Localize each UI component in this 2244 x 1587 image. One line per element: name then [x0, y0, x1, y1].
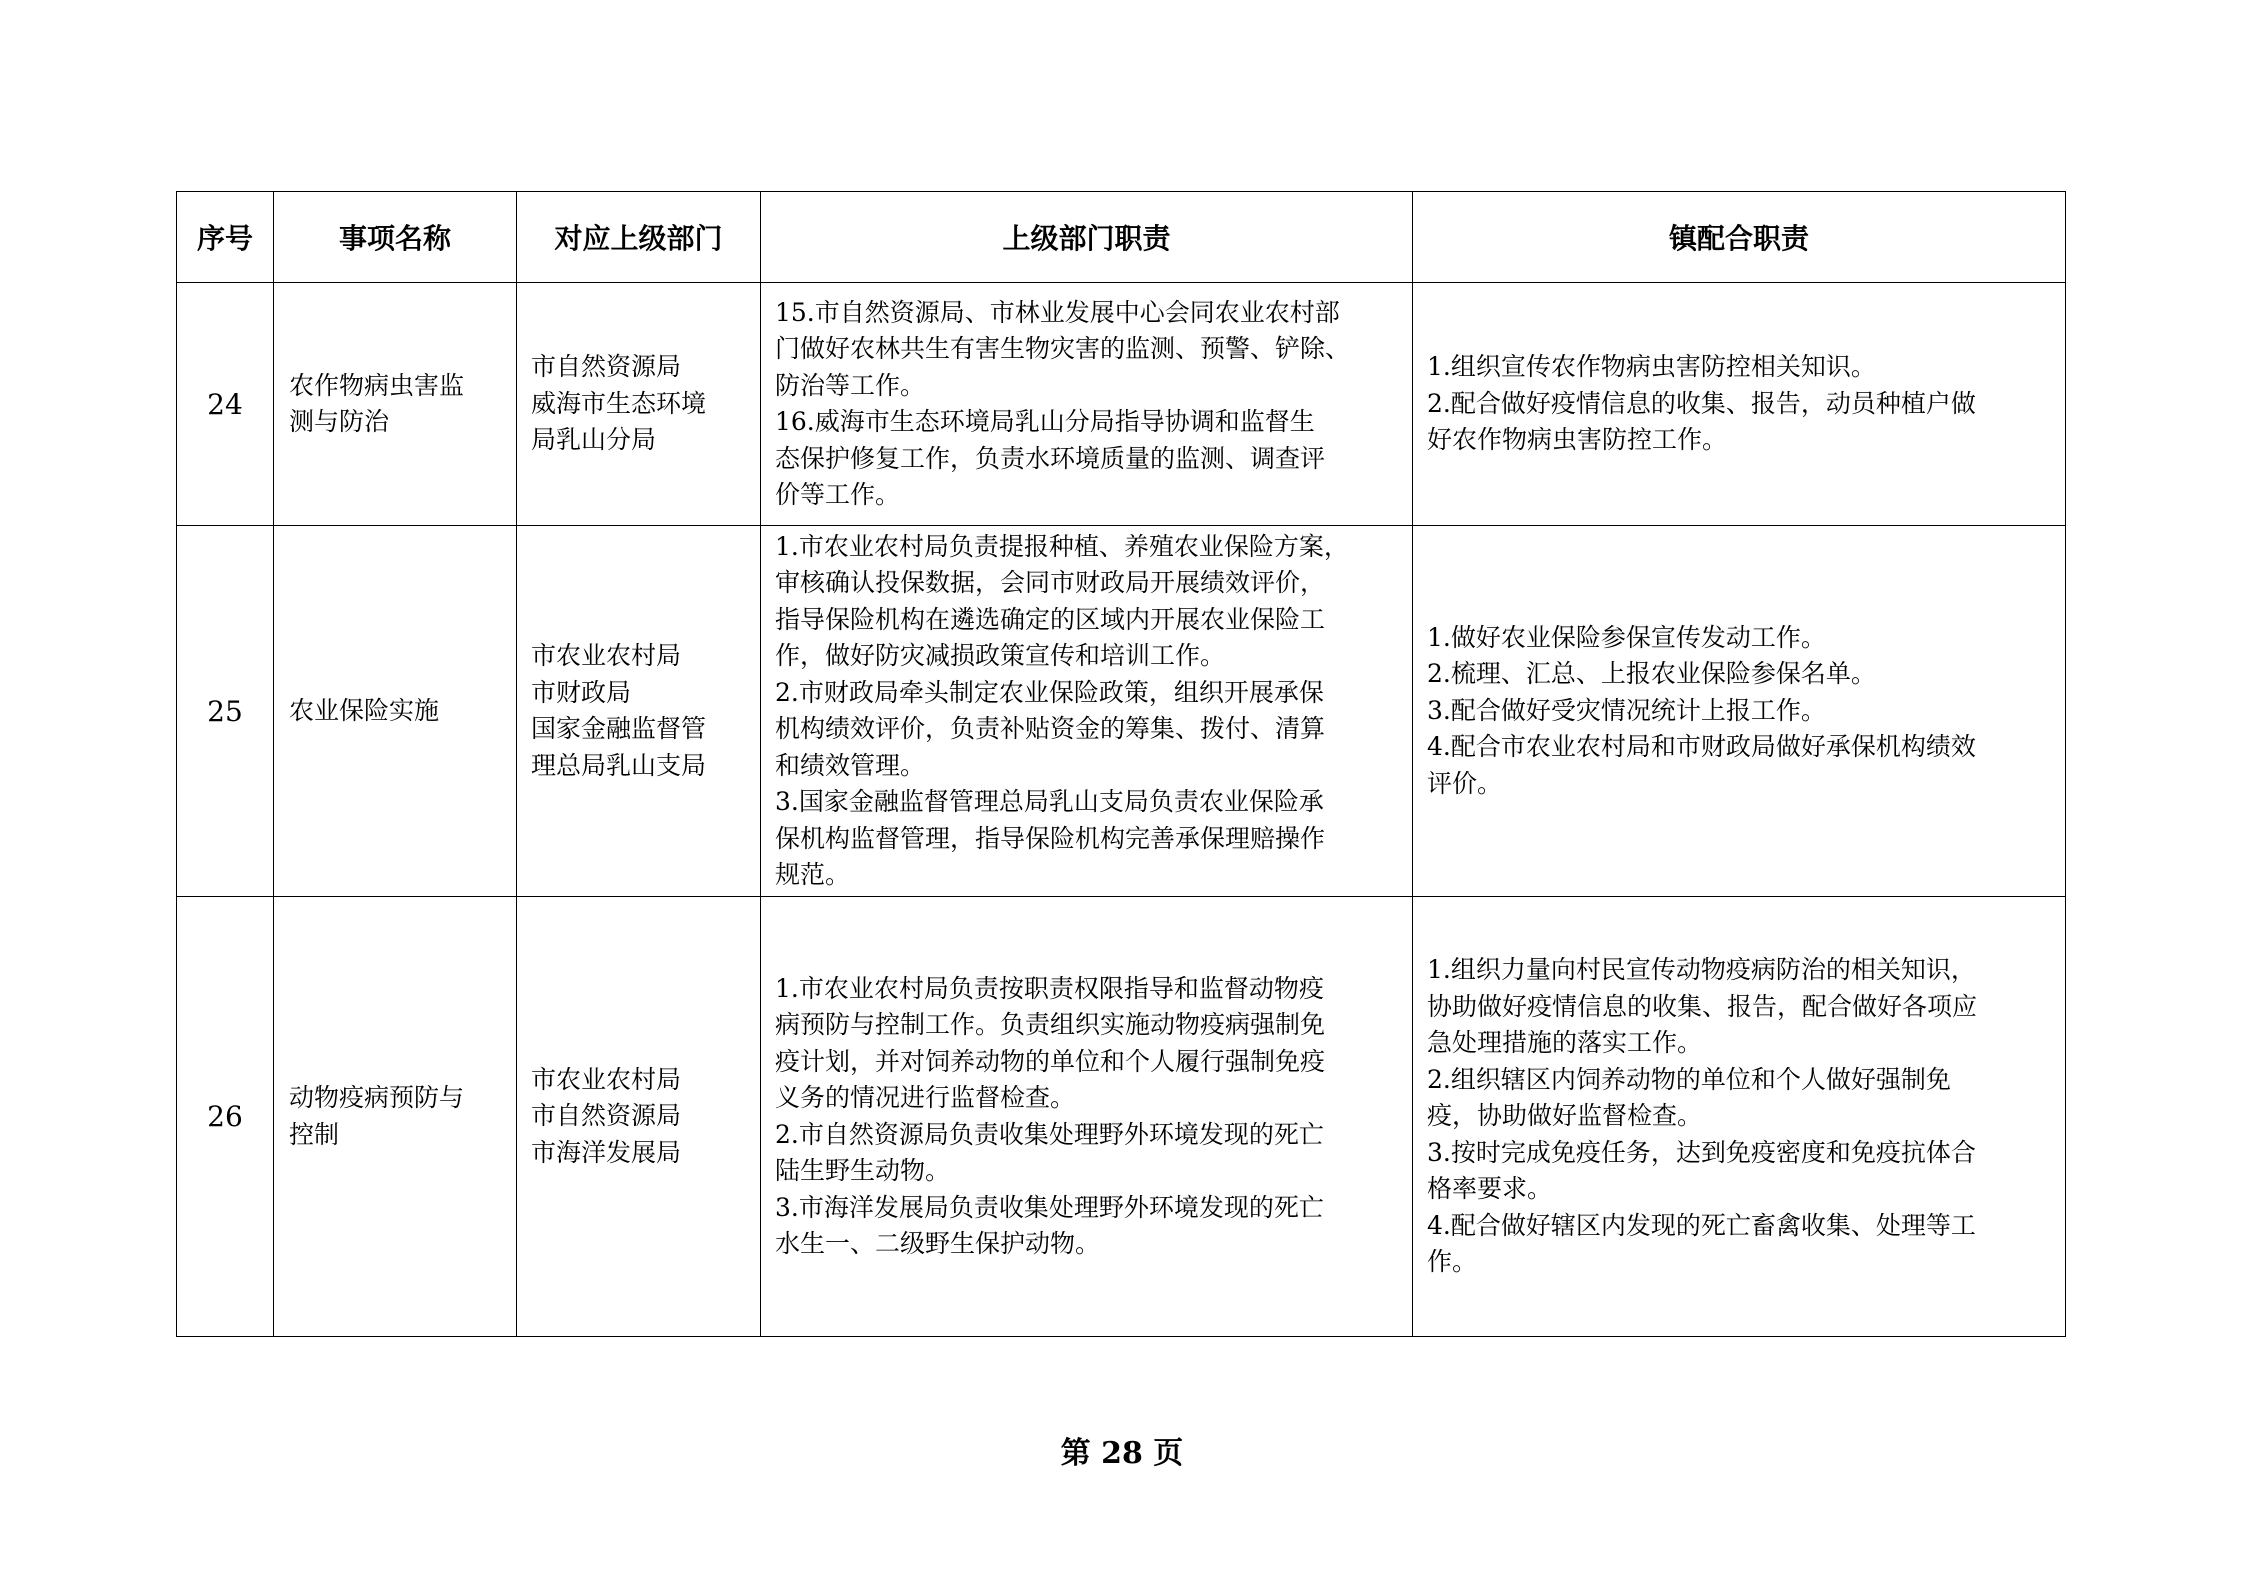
- town-duty: [1413, 283, 2066, 526]
- town-duty-line: 评价。: [1427, 768, 1503, 798]
- upper-duty-line: 指导保险机构在遴选确定的区域内开展农业保险工: [775, 604, 1326, 634]
- town-duty-line: 格率要求。: [1427, 1174, 1553, 1204]
- upper-duty-line: 防治等工作。: [775, 370, 926, 400]
- item-name-line: 农业保险实施: [289, 695, 440, 725]
- row-number: 26: [177, 897, 274, 1337]
- item-name-line: 动物疫病预防与: [289, 1083, 465, 1112]
- upper-dept-line: 市农业农村局: [531, 641, 682, 670]
- item-name: [274, 283, 517, 526]
- town-duty-line: 2.组织辖区内饲养动物的单位和个人做好强制免: [1427, 1064, 1951, 1094]
- upper-duty-line: 和绩效管理。: [775, 750, 926, 780]
- town-duty-line: 好农作物病虫害防控工作。: [1427, 425, 1728, 455]
- upper-duty-line: 规范。: [775, 860, 851, 889]
- upper-duty-line: 价等工作。: [775, 480, 901, 509]
- duty-table: [176, 191, 2066, 1337]
- upper-dept-line: 市海洋发展局: [531, 1137, 682, 1167]
- table-header-row: [177, 192, 2066, 283]
- upper-duty-line: 水生一、二级野生保护动物。: [775, 1229, 1101, 1258]
- upper-dept-line: 局乳山分局: [531, 425, 657, 455]
- item-name: [274, 526, 517, 897]
- town-duty-line: 疫，协助做好监督检查。: [1427, 1101, 1703, 1131]
- upper-duty-line: 2.市财政局牵头制定农业保险政策，组织开展承保: [775, 677, 1324, 707]
- town-duty: [1413, 897, 2066, 1337]
- upper-dept-line: 威海市生态环境: [531, 388, 707, 418]
- upper-dept-line: 理总局乳山支局: [531, 750, 707, 780]
- upper-duty-line: 保机构监督管理，指导保险机构完善承保理赔操作: [775, 823, 1326, 853]
- upper-duty: [761, 283, 1413, 526]
- item-name: [274, 897, 517, 1337]
- upper-duty-line: 1.市农业农村局负责提报种植、养殖农业保险方案，: [775, 531, 1349, 561]
- upper-duty-line: 机构绩效评价，负责补贴资金的筹集、拨付、清算: [775, 714, 1326, 743]
- item-name-line: 测与防治: [289, 407, 390, 436]
- town-duty: [1413, 526, 2066, 897]
- upper-dept: [517, 897, 761, 1337]
- upper-dept-line: 国家金融监督管: [531, 714, 707, 743]
- header-upper-duty: 上级部门职责: [761, 192, 1413, 283]
- upper-duty: [761, 897, 1413, 1337]
- upper-duty-line: 陆生野生动物。: [775, 1156, 951, 1185]
- upper-duty-line: 义务的情况进行监督检查。: [775, 1083, 1076, 1112]
- header-no: 序号: [177, 192, 274, 283]
- header-upper-dept: 对应上级部门: [517, 192, 761, 283]
- upper-dept: [517, 283, 761, 526]
- upper-duty-line: 态保护修复工作，负责水环境质量的监测、调查评: [775, 443, 1326, 473]
- row-number: 24: [177, 283, 274, 526]
- item-name-line: 控制: [289, 1119, 340, 1149]
- upper-duty-line: 1.市农业农村局负责按职责权限指导和监督动物疫: [775, 973, 1324, 1003]
- upper-dept-line: 市自然资源局: [531, 352, 682, 382]
- table-row: [177, 283, 2066, 526]
- town-duty-line: 1.组织宣传农作物病虫害防控相关知识。: [1427, 352, 1876, 382]
- town-duty-line: 协助做好疫情信息的收集、报告，配合做好各项应: [1427, 991, 1978, 1021]
- upper-dept-line: 市自然资源局: [531, 1101, 682, 1131]
- upper-duty-line: 疫计划，并对饲养动物的单位和个人履行强制免疫: [775, 1046, 1326, 1076]
- upper-duty-line: 15.市自然资源局、市林业发展中心会同农业农村部: [775, 297, 1340, 327]
- upper-duty-line: 2.市自然资源局负责收集处理野外环境发现的死亡: [775, 1119, 1324, 1149]
- town-duty-line: 2.配合做好疫情信息的收集、报告，动员种植户做: [1427, 388, 1976, 418]
- town-duty-line: 4.配合市农业农村局和市财政局做好承保机构绩效: [1427, 732, 1976, 762]
- town-duty-line: 3.按时完成免疫任务，达到免疫密度和免疫抗体合: [1427, 1137, 1976, 1167]
- table-row: [177, 897, 2066, 1337]
- row-number: 25: [177, 526, 274, 897]
- upper-duty-line: 病预防与控制工作。负责组织实施动物疫病强制免: [775, 1010, 1326, 1039]
- upper-duty-line: 3.市海洋发展局负责收集处理野外环境发现的死亡: [775, 1192, 1324, 1222]
- upper-dept-line: 市财政局: [531, 677, 632, 707]
- town-duty-line: 4.配合做好辖区内发现的死亡畜禽收集、处理等工: [1427, 1210, 1976, 1240]
- upper-dept-line: 市农业农村局: [531, 1064, 682, 1094]
- upper-duty-line: 3.国家金融监督管理总局乳山支局负责农业保险承: [775, 787, 1324, 816]
- header-town-duty: 镇配合职责: [1413, 192, 2066, 283]
- town-duty-line: 1.组织力量向村民宣传动物疫病防治的相关知识，: [1427, 955, 1976, 985]
- town-duty-line: 3.配合做好受灾情况统计上报工作。: [1427, 695, 1826, 725]
- town-duty-line: 急处理措施的落实工作。: [1427, 1028, 1703, 1058]
- table-row: [177, 526, 2066, 897]
- town-duty-line: 1.做好农业保险参保宣传发动工作。: [1427, 622, 1826, 652]
- upper-duty-line: 审核确认投保数据，会同市财政局开展绩效评价，: [775, 568, 1326, 597]
- upper-duty-line: 作，做好防灾减损政策宣传和培训工作。: [775, 641, 1226, 670]
- page-number: 第 28 页: [1060, 1436, 1184, 1471]
- town-duty-line: 2.梳理、汇总、上报农业保险参保名单。: [1427, 659, 1876, 689]
- header-item-name: 事项名称: [274, 192, 517, 283]
- town-duty-line: 作。: [1427, 1247, 1478, 1277]
- item-name-line: 农作物病虫害监: [289, 370, 465, 400]
- upper-duty-line: 16.威海市生态环境局乳山分局指导协调和监督生: [775, 407, 1315, 436]
- upper-dept: [517, 526, 761, 897]
- upper-duty: [761, 526, 1413, 897]
- upper-duty-line: 门做好农林共生有害生物灾害的监测、预警、铲除、: [775, 334, 1351, 363]
